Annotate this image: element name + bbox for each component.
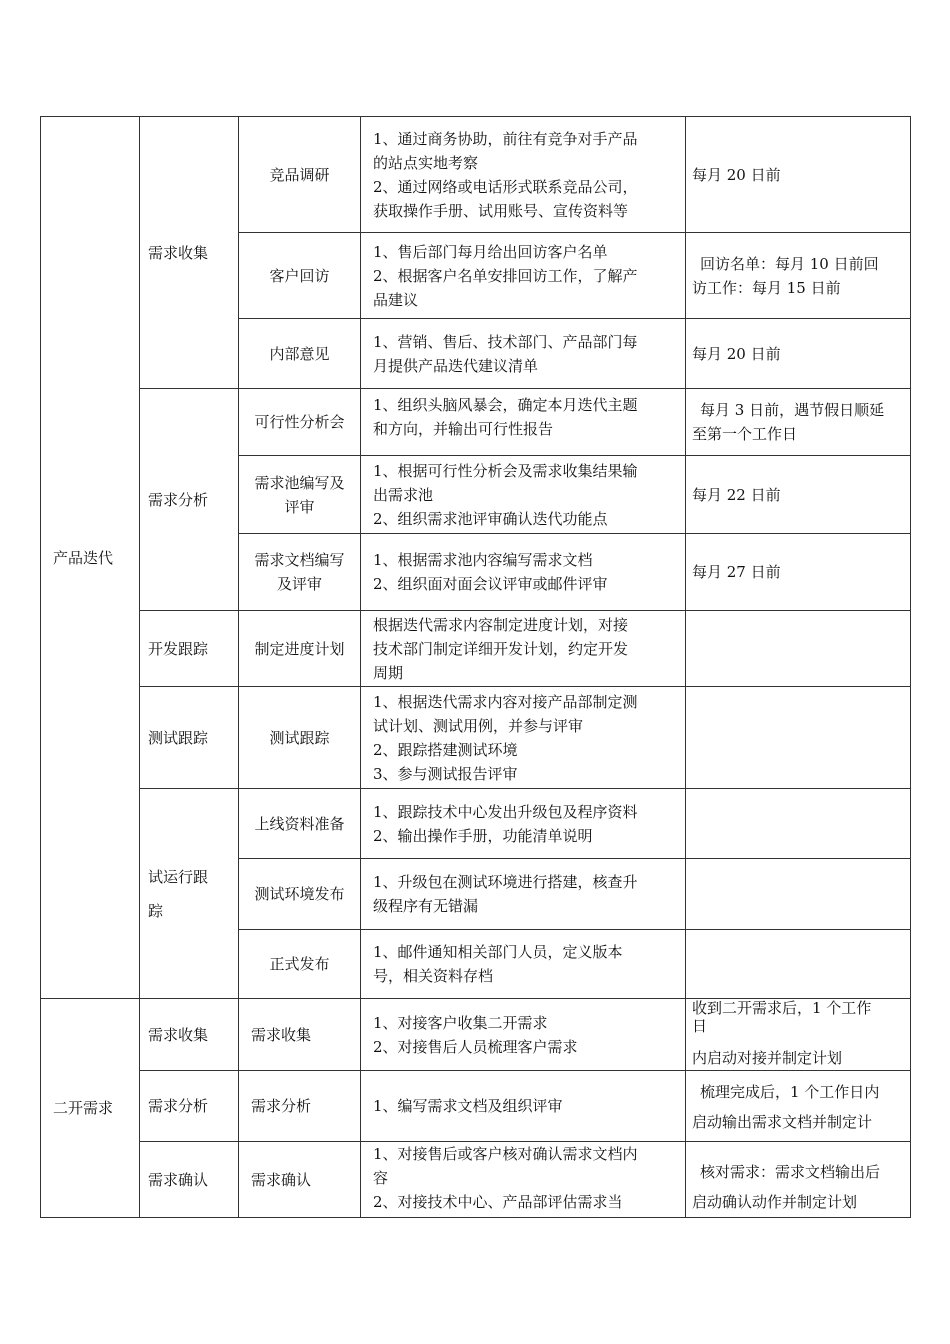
time-cell [686, 319, 911, 389]
time-line: 至第一个工作日 [692, 425, 798, 443]
stage-cell [140, 389, 239, 611]
content-cell [361, 859, 686, 930]
content-line: 1、跟踪技术中心发出升级包及程序资料 [373, 802, 638, 821]
content-line: 1、编写需求文档及组织评审 [373, 1097, 563, 1115]
stage-label: 需求分析 [148, 1097, 209, 1115]
stage-label: 测试跟踪 [148, 728, 209, 747]
content-line: 号，相关资料存档 [373, 967, 494, 985]
content-line: 周期 [373, 663, 404, 682]
table-row [41, 1071, 911, 1142]
item-cell [239, 611, 361, 687]
time-line: 每月 3 日前，遇节假日顺延 [700, 401, 885, 419]
category-cell [41, 999, 140, 1218]
content-cell [361, 233, 686, 319]
item-cell [239, 1142, 361, 1218]
content-cell [361, 999, 686, 1071]
item-label: 内部意见 [269, 344, 330, 363]
time-line: 收到二开需求后，1 个工作 [692, 999, 872, 1017]
content-line: 1、对接售后或客户核对确认需求文档内 [373, 1145, 638, 1163]
item-label: 测试环境发布 [254, 885, 345, 903]
content-line: 2、输出操作手册，功能清单说明 [373, 826, 593, 845]
table-row [41, 687, 911, 789]
time-label: 每月 27 日前 [692, 563, 781, 581]
time-line: 启动确认动作并制定计划 [692, 1193, 858, 1211]
content-line: 1、邮件通知相关部门人员，定义版本 [373, 943, 623, 961]
item-label: 上线资料准备 [254, 814, 345, 833]
content-line: 2、根据客户名单安排回访工作，了解产 [373, 266, 638, 285]
content-line: 月提供产品迭代建议清单 [373, 356, 539, 375]
time-label: 每月 20 日前 [692, 165, 781, 184]
content-line: 1、售后部门每月给出回访客户名单 [373, 242, 608, 261]
content-line: 容 [373, 1169, 389, 1187]
stage-line: 踪 [148, 901, 164, 920]
content-line: 1、根据迭代需求内容对接产品部制定测 [373, 692, 638, 711]
content-line: 根据迭代需求内容制定进度计划，对接 [373, 615, 629, 634]
time-cell [686, 687, 911, 789]
content-line: 级程序有无错漏 [373, 897, 479, 915]
time-cell [686, 233, 911, 319]
content-line: 1、根据可行性分析会及需求收集结果输 [373, 461, 638, 480]
time-cell [686, 456, 911, 534]
content-cell [361, 117, 686, 233]
item-line: 需求文档编写 [254, 551, 345, 569]
content-line: 2、通过网络或电话形式联系竞品公司， [373, 177, 638, 196]
stage-cell [140, 999, 239, 1071]
content-cell [361, 1142, 686, 1218]
content-cell [361, 534, 686, 611]
time-cell [686, 930, 911, 999]
content-line: 和方向，并输出可行性报告 [373, 420, 554, 438]
stage-cell [140, 1071, 239, 1142]
stage-label: 需求收集 [148, 243, 209, 262]
stage-cell [140, 789, 239, 999]
item-line: 评审 [284, 497, 315, 516]
content-line: 获取操作手册、试用账号、宣传资料等 [373, 201, 629, 220]
item-cell [239, 456, 361, 534]
item-cell [239, 687, 361, 789]
content-cell [361, 456, 686, 534]
table-row [41, 1142, 911, 1218]
item-label: 测试跟踪 [269, 728, 330, 747]
time-line: 核对需求：需求文档输出后 [700, 1163, 881, 1181]
content-line: 1、通过商务协助，前往有竞争对手产品 [373, 129, 638, 148]
table-row [41, 789, 911, 859]
time-line: 访工作：每月 15 日前 [692, 278, 841, 297]
time-line: 回访名单：每月 10 日前回 [700, 254, 879, 273]
stage-label: 需求确认 [148, 1170, 209, 1189]
time-line: 日 [692, 1017, 708, 1035]
content-cell [361, 687, 686, 789]
content-cell [361, 611, 686, 687]
content-line: 2、对接技术中心、产品部评估需求当 [373, 1193, 623, 1211]
table-row [41, 999, 911, 1071]
time-line: 启动输出需求文档并制定计 [692, 1113, 873, 1131]
item-cell [239, 233, 361, 319]
category-cell [41, 117, 140, 999]
item-line: 及评审 [276, 575, 322, 593]
content-line: 技术部门制定详细开发计划，约定开发 [373, 639, 629, 658]
time-cell [686, 789, 911, 859]
time-cell [686, 117, 911, 233]
item-label: 需求收集 [251, 1025, 312, 1044]
content-line: 2、组织面对面会议评审或邮件评审 [373, 575, 608, 593]
time-label: 每月 22 日前 [692, 485, 781, 504]
stage-label: 需求收集 [148, 1025, 209, 1044]
time-line: 梳理完成后，1 个工作日内 [700, 1083, 880, 1101]
process-table [40, 116, 911, 1218]
time-label: 每月 20 日前 [692, 344, 781, 363]
content-cell [361, 930, 686, 999]
content-line: 1、升级包在测试环境进行搭建，核查升 [373, 873, 638, 891]
category-label: 二开需求 [53, 1099, 114, 1117]
item-label: 需求分析 [251, 1097, 312, 1115]
content-line: 2、组织需求池评审确认迭代功能点 [373, 509, 608, 528]
content-cell [361, 1071, 686, 1142]
content-line: 1、组织头脑风暴会，确定本月迭代主题 [373, 396, 638, 414]
item-cell [239, 930, 361, 999]
item-line: 需求池编写及 [254, 473, 345, 492]
table-row [41, 389, 911, 456]
stage-label: 需求分析 [148, 490, 209, 509]
content-line: 2、对接售后人员梳理客户需求 [373, 1037, 578, 1056]
item-label: 正式发布 [269, 955, 330, 973]
time-cell [686, 534, 911, 611]
item-cell [239, 789, 361, 859]
stage-line: 试运行跟 [148, 867, 209, 886]
time-cell [686, 859, 911, 930]
stage-cell [140, 1142, 239, 1218]
category-label: 产品迭代 [53, 548, 114, 567]
time-cell [686, 1071, 911, 1142]
time-line: 内启动对接并制定计划 [692, 1049, 843, 1067]
content-line: 1、营销、售后、技术部门、产品部门每 [373, 332, 638, 351]
item-cell [239, 999, 361, 1071]
stage-cell [140, 687, 239, 789]
content-cell [361, 319, 686, 389]
item-cell [239, 389, 361, 456]
time-cell [686, 389, 911, 456]
stage-cell [140, 117, 239, 389]
table-row [41, 611, 911, 687]
item-label: 可行性分析会 [254, 413, 345, 431]
item-cell [239, 859, 361, 930]
item-label: 制定进度计划 [254, 639, 345, 658]
item-label: 竞品调研 [269, 165, 330, 184]
item-label: 客户回访 [269, 266, 330, 285]
item-cell [239, 534, 361, 611]
content-line: 试计划、测试用例，并参与评审 [373, 716, 584, 735]
stage-cell [140, 611, 239, 687]
time-cell [686, 611, 911, 687]
item-label: 需求确认 [251, 1170, 312, 1189]
stage-label: 开发跟踪 [148, 639, 209, 658]
content-line: 1、对接客户收集二开需求 [373, 1013, 548, 1032]
content-line: 出需求池 [373, 485, 434, 504]
content-line: 1、根据需求池内容编写需求文档 [373, 551, 593, 569]
time-cell [686, 999, 911, 1071]
content-line: 2、跟踪搭建测试环境 [373, 740, 518, 759]
item-cell [239, 319, 361, 389]
item-cell [239, 1071, 361, 1142]
content-cell [361, 389, 686, 456]
content-line: 品建议 [373, 290, 419, 309]
content-line: 3、参与测试报告评审 [373, 764, 518, 783]
content-cell [361, 789, 686, 859]
table-row [41, 117, 911, 233]
content-line: 的站点实地考察 [373, 153, 479, 172]
item-cell [239, 117, 361, 233]
time-cell [686, 1142, 911, 1218]
